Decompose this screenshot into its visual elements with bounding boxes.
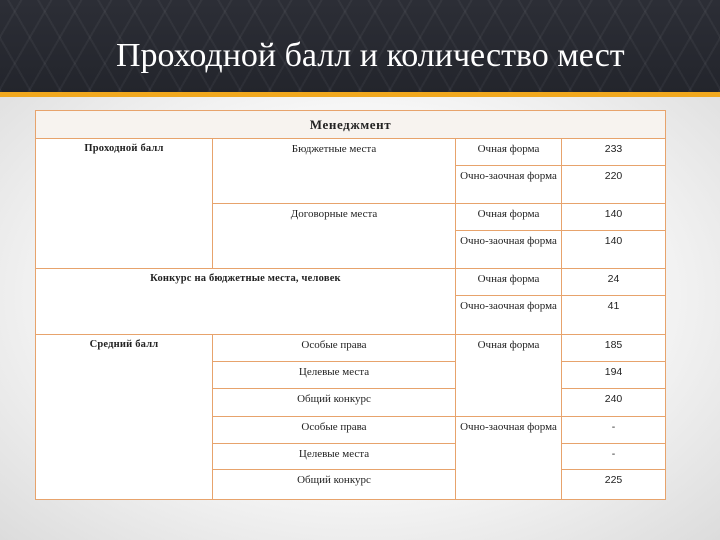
contract-places-label: Договорные места bbox=[213, 204, 456, 269]
value-cell: 240 bbox=[562, 388, 666, 416]
passing-score-label: Проходной балл bbox=[36, 139, 213, 269]
table-header-row bbox=[36, 111, 666, 139]
table-header: Менеджмент bbox=[36, 111, 666, 139]
value-cell: 185 bbox=[562, 334, 666, 361]
form-cell: Очная форма bbox=[456, 204, 562, 231]
form-cell: Очно-заочная форма bbox=[456, 166, 562, 204]
form-cell: Очно-заочная форма bbox=[456, 296, 562, 334]
slide-header bbox=[0, 0, 720, 92]
table-row bbox=[36, 139, 666, 166]
category-cell: Общий конкурс bbox=[213, 388, 456, 416]
slide-title: Проходной балл и количество мест bbox=[116, 37, 625, 74]
category-cell: Особые права bbox=[213, 334, 456, 361]
competition-label: Конкурс на бюджетные места, человек bbox=[36, 269, 456, 334]
budget-places-label: Бюджетные места bbox=[213, 139, 456, 204]
value-cell: 225 bbox=[562, 469, 666, 499]
value-cell: 233 bbox=[562, 139, 666, 166]
value-cell: 194 bbox=[562, 361, 666, 388]
value-cell: 220 bbox=[562, 166, 666, 204]
value-cell: - bbox=[562, 416, 666, 443]
form-cell: Очная форма bbox=[456, 139, 562, 166]
value-cell: 140 bbox=[562, 204, 666, 231]
table-row bbox=[36, 334, 666, 361]
category-cell: Особые права bbox=[213, 416, 456, 443]
category-cell: Целевые места bbox=[213, 361, 456, 388]
average-score-label: Средний балл bbox=[36, 334, 213, 499]
value-cell: 41 bbox=[562, 296, 666, 334]
value-cell: - bbox=[562, 443, 666, 469]
admission-table bbox=[35, 110, 666, 500]
value-cell: 140 bbox=[562, 231, 666, 269]
form-cell: Очная форма bbox=[456, 334, 562, 416]
value-cell: 24 bbox=[562, 269, 666, 296]
category-cell: Целевые места bbox=[213, 443, 456, 469]
form-cell: Очная форма bbox=[456, 269, 562, 296]
form-cell: Очно-заочная форма bbox=[456, 231, 562, 269]
table-row bbox=[36, 269, 666, 296]
category-cell: Общий конкурс bbox=[213, 469, 456, 499]
form-cell: Очно-заочная форма bbox=[456, 416, 562, 499]
